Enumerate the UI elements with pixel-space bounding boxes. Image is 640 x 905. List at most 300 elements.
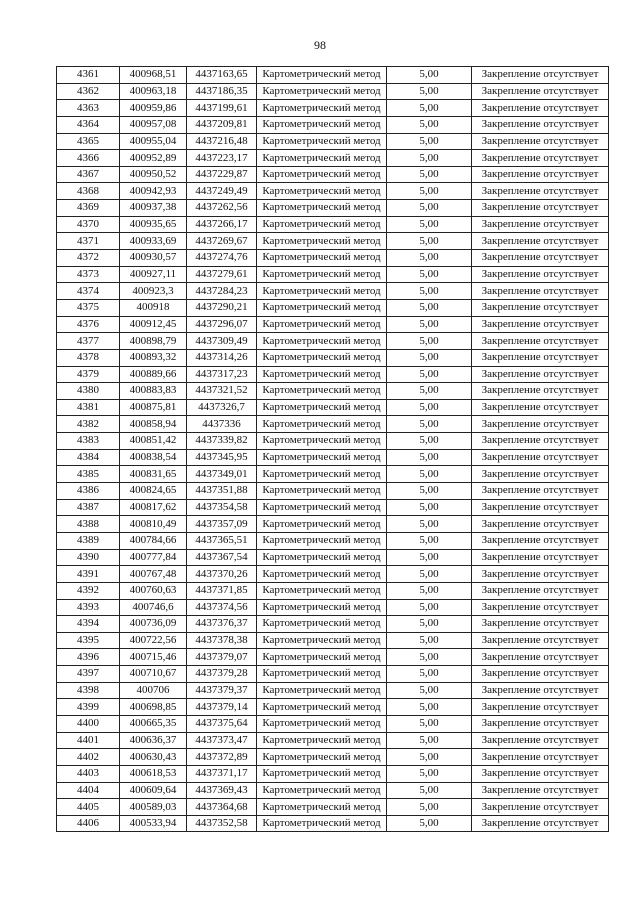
fixation-cell: Закрепление отсутствует — [472, 399, 609, 416]
accuracy-cell: 5,00 — [387, 549, 472, 566]
point-number-cell: 4399 — [57, 699, 120, 716]
point-number-cell: 4366 — [57, 150, 120, 167]
y-coordinate-cell: 4437339,82 — [187, 433, 257, 450]
fixation-cell: Закрепление отсутствует — [472, 216, 609, 233]
point-number-cell: 4363 — [57, 100, 120, 117]
x-coordinate-cell: 400950,52 — [120, 166, 187, 183]
fixation-cell: Закрепление отсутствует — [472, 799, 609, 816]
table-row — [57, 133, 609, 150]
accuracy-cell: 5,00 — [387, 666, 472, 683]
x-coordinate-cell: 400767,48 — [120, 566, 187, 583]
accuracy-cell: 5,00 — [387, 250, 472, 267]
table-row — [57, 399, 609, 416]
accuracy-cell: 5,00 — [387, 67, 472, 84]
y-coordinate-cell: 4437163,65 — [187, 67, 257, 84]
accuracy-cell: 5,00 — [387, 466, 472, 483]
x-coordinate-cell: 400889,66 — [120, 366, 187, 383]
point-number-cell: 4403 — [57, 765, 120, 782]
point-number-cell: 4401 — [57, 732, 120, 749]
x-coordinate-cell: 400933,69 — [120, 233, 187, 250]
accuracy-cell: 5,00 — [387, 216, 472, 233]
fixation-cell: Закрепление отсутствует — [472, 616, 609, 633]
method-cell: Картометрический метод — [257, 632, 387, 649]
x-coordinate-cell: 400838,54 — [120, 449, 187, 466]
x-coordinate-cell: 400851,42 — [120, 433, 187, 450]
x-coordinate-cell: 400831,65 — [120, 466, 187, 483]
accuracy-cell: 5,00 — [387, 383, 472, 400]
point-number-cell: 4375 — [57, 299, 120, 316]
method-cell: Картометрический метод — [257, 666, 387, 683]
x-coordinate-cell: 400817,62 — [120, 499, 187, 516]
accuracy-cell: 5,00 — [387, 632, 472, 649]
fixation-cell: Закрепление отсутствует — [472, 649, 609, 666]
accuracy-cell: 5,00 — [387, 765, 472, 782]
method-cell: Картометрический метод — [257, 416, 387, 433]
method-cell: Картометрический метод — [257, 682, 387, 699]
x-coordinate-cell: 400858,94 — [120, 416, 187, 433]
point-number-cell: 4374 — [57, 283, 120, 300]
table-row — [57, 299, 609, 316]
accuracy-cell: 5,00 — [387, 183, 472, 200]
x-coordinate-cell: 400618,53 — [120, 765, 187, 782]
x-coordinate-cell: 400968,51 — [120, 67, 187, 84]
y-coordinate-cell: 4437374,56 — [187, 599, 257, 616]
point-number-cell: 4396 — [57, 649, 120, 666]
fixation-cell: Закрепление отсутствует — [472, 200, 609, 217]
accuracy-cell: 5,00 — [387, 499, 472, 516]
point-number-cell: 4404 — [57, 782, 120, 799]
point-number-cell: 4373 — [57, 266, 120, 283]
point-number-cell: 4390 — [57, 549, 120, 566]
method-cell: Картометрический метод — [257, 782, 387, 799]
point-number-cell: 4393 — [57, 599, 120, 616]
x-coordinate-cell: 400710,67 — [120, 666, 187, 683]
table-row — [57, 649, 609, 666]
fixation-cell: Закрепление отсутствует — [472, 250, 609, 267]
fixation-cell: Закрепление отсутствует — [472, 782, 609, 799]
table-row — [57, 250, 609, 267]
method-cell: Картометрический метод — [257, 83, 387, 100]
fixation-cell: Закрепление отсутствует — [472, 100, 609, 117]
method-cell: Картометрический метод — [257, 616, 387, 633]
x-coordinate-cell: 400636,37 — [120, 732, 187, 749]
point-number-cell: 4384 — [57, 449, 120, 466]
point-number-cell: 4376 — [57, 316, 120, 333]
point-number-cell: 4364 — [57, 116, 120, 133]
fixation-cell: Закрепление отсутствует — [472, 333, 609, 350]
y-coordinate-cell: 4437351,88 — [187, 483, 257, 500]
x-coordinate-cell: 400952,89 — [120, 150, 187, 167]
x-coordinate-cell: 400746,6 — [120, 599, 187, 616]
y-coordinate-cell: 4437336 — [187, 416, 257, 433]
x-coordinate-cell: 400963,18 — [120, 83, 187, 100]
accuracy-cell: 5,00 — [387, 133, 472, 150]
table-row — [57, 749, 609, 766]
y-coordinate-cell: 4437326,7 — [187, 399, 257, 416]
method-cell: Картометрический метод — [257, 566, 387, 583]
fixation-cell: Закрепление отсутствует — [472, 632, 609, 649]
x-coordinate-cell: 400722,56 — [120, 632, 187, 649]
table-row — [57, 682, 609, 699]
table-row — [57, 433, 609, 450]
method-cell: Картометрический метод — [257, 183, 387, 200]
fixation-cell: Закрепление отсутствует — [472, 133, 609, 150]
accuracy-cell: 5,00 — [387, 516, 472, 533]
y-coordinate-cell: 4437266,17 — [187, 216, 257, 233]
accuracy-cell: 5,00 — [387, 732, 472, 749]
x-coordinate-cell: 400927,11 — [120, 266, 187, 283]
method-cell: Картометрический метод — [257, 699, 387, 716]
fixation-cell: Закрепление отсутствует — [472, 815, 609, 832]
accuracy-cell: 5,00 — [387, 815, 472, 832]
table-body — [57, 67, 609, 832]
accuracy-cell: 5,00 — [387, 649, 472, 666]
table-row — [57, 233, 609, 250]
y-coordinate-cell: 4437290,21 — [187, 299, 257, 316]
method-cell: Картометрический метод — [257, 250, 387, 267]
x-coordinate-cell: 400706 — [120, 682, 187, 699]
method-cell: Картометрический метод — [257, 549, 387, 566]
fixation-cell: Закрепление отсутствует — [472, 765, 609, 782]
accuracy-cell: 5,00 — [387, 150, 472, 167]
table-row — [57, 732, 609, 749]
fixation-cell: Закрепление отсутствует — [472, 416, 609, 433]
method-cell: Картометрический метод — [257, 749, 387, 766]
y-coordinate-cell: 4437379,07 — [187, 649, 257, 666]
x-coordinate-cell: 400930,57 — [120, 250, 187, 267]
table-row — [57, 183, 609, 200]
x-coordinate-cell: 400923,3 — [120, 283, 187, 300]
point-number-cell: 4367 — [57, 166, 120, 183]
method-cell: Картометрический метод — [257, 649, 387, 666]
table-row — [57, 449, 609, 466]
point-number-cell: 4386 — [57, 483, 120, 500]
y-coordinate-cell: 4437369,43 — [187, 782, 257, 799]
y-coordinate-cell: 4437357,09 — [187, 516, 257, 533]
fixation-cell: Закрепление отсутствует — [472, 150, 609, 167]
point-number-cell: 4370 — [57, 216, 120, 233]
page-number: 98 — [314, 38, 326, 52]
y-coordinate-cell: 4437279,61 — [187, 266, 257, 283]
accuracy-cell: 5,00 — [387, 582, 472, 599]
accuracy-cell: 5,00 — [387, 449, 472, 466]
method-cell: Картометрический метод — [257, 349, 387, 366]
accuracy-cell: 5,00 — [387, 782, 472, 799]
method-cell: Картометрический метод — [257, 383, 387, 400]
accuracy-cell: 5,00 — [387, 233, 472, 250]
fixation-cell: Закрепление отсутствует — [472, 67, 609, 84]
fixation-cell: Закрепление отсутствует — [472, 499, 609, 516]
table-row — [57, 499, 609, 516]
method-cell: Картометрический метод — [257, 815, 387, 832]
point-number-cell: 4377 — [57, 333, 120, 350]
method-cell: Картометрический метод — [257, 266, 387, 283]
point-number-cell: 4362 — [57, 83, 120, 100]
accuracy-cell: 5,00 — [387, 399, 472, 416]
y-coordinate-cell: 4437364,68 — [187, 799, 257, 816]
x-coordinate-cell: 400898,79 — [120, 333, 187, 350]
point-number-cell: 4372 — [57, 250, 120, 267]
fixation-cell: Закрепление отсутствует — [472, 699, 609, 716]
accuracy-cell: 5,00 — [387, 200, 472, 217]
y-coordinate-cell: 4437321,52 — [187, 383, 257, 400]
accuracy-cell: 5,00 — [387, 333, 472, 350]
x-coordinate-cell: 400810,49 — [120, 516, 187, 533]
table-row — [57, 200, 609, 217]
accuracy-cell: 5,00 — [387, 316, 472, 333]
fixation-cell: Закрепление отсутствует — [472, 466, 609, 483]
point-number-cell: 4381 — [57, 399, 120, 416]
y-coordinate-cell: 4437365,51 — [187, 532, 257, 549]
method-cell: Картометрический метод — [257, 532, 387, 549]
fixation-cell: Закрепление отсутствует — [472, 666, 609, 683]
table-row — [57, 216, 609, 233]
accuracy-cell: 5,00 — [387, 616, 472, 633]
point-number-cell: 4389 — [57, 532, 120, 549]
fixation-cell: Закрепление отсутствует — [472, 266, 609, 283]
x-coordinate-cell: 400784,66 — [120, 532, 187, 549]
method-cell: Картометрический метод — [257, 516, 387, 533]
x-coordinate-cell: 400935,65 — [120, 216, 187, 233]
table-row — [57, 582, 609, 599]
method-cell: Картометрический метод — [257, 283, 387, 300]
method-cell: Картометрический метод — [257, 765, 387, 782]
y-coordinate-cell: 4437370,26 — [187, 566, 257, 583]
point-number-cell: 4395 — [57, 632, 120, 649]
table-row — [57, 616, 609, 633]
accuracy-cell: 5,00 — [387, 83, 472, 100]
fixation-cell: Закрепление отсутствует — [472, 449, 609, 466]
fixation-cell: Закрепление отсутствует — [472, 183, 609, 200]
method-cell: Картометрический метод — [257, 732, 387, 749]
table-row — [57, 715, 609, 732]
fixation-cell: Закрепление отсутствует — [472, 366, 609, 383]
point-number-cell: 4378 — [57, 349, 120, 366]
method-cell: Картометрический метод — [257, 366, 387, 383]
table-row — [57, 483, 609, 500]
method-cell: Картометрический метод — [257, 715, 387, 732]
table-row — [57, 549, 609, 566]
y-coordinate-cell: 4437379,14 — [187, 699, 257, 716]
table-row — [57, 383, 609, 400]
table-row — [57, 266, 609, 283]
x-coordinate-cell: 400957,08 — [120, 116, 187, 133]
point-number-cell: 4398 — [57, 682, 120, 699]
table-row — [57, 782, 609, 799]
y-coordinate-cell: 4437371,17 — [187, 765, 257, 782]
point-number-cell: 4382 — [57, 416, 120, 433]
method-cell: Картометрический метод — [257, 599, 387, 616]
method-cell: Картометрический метод — [257, 67, 387, 84]
y-coordinate-cell: 4437345,95 — [187, 449, 257, 466]
y-coordinate-cell: 4437375,64 — [187, 715, 257, 732]
point-number-cell: 4388 — [57, 516, 120, 533]
fixation-cell: Закрепление отсутствует — [472, 283, 609, 300]
table-row — [57, 67, 609, 84]
point-number-cell: 4371 — [57, 233, 120, 250]
x-coordinate-cell: 400533,94 — [120, 815, 187, 832]
point-number-cell: 4379 — [57, 366, 120, 383]
y-coordinate-cell: 4437209,81 — [187, 116, 257, 133]
y-coordinate-cell: 4437274,76 — [187, 250, 257, 267]
fixation-cell: Закрепление отсутствует — [472, 749, 609, 766]
y-coordinate-cell: 4437314,26 — [187, 349, 257, 366]
point-number-cell: 4387 — [57, 499, 120, 516]
x-coordinate-cell: 400959,86 — [120, 100, 187, 117]
method-cell: Картометрический метод — [257, 216, 387, 233]
table-row — [57, 516, 609, 533]
accuracy-cell: 5,00 — [387, 166, 472, 183]
fixation-cell: Закрепление отсутствует — [472, 349, 609, 366]
point-number-cell: 4385 — [57, 466, 120, 483]
table-row — [57, 699, 609, 716]
table-row — [57, 666, 609, 683]
fixation-cell: Закрепление отсутствует — [472, 83, 609, 100]
y-coordinate-cell: 4437309,49 — [187, 333, 257, 350]
x-coordinate-cell: 400875,81 — [120, 399, 187, 416]
point-number-cell: 4394 — [57, 616, 120, 633]
point-number-cell: 4383 — [57, 433, 120, 450]
point-number-cell: 4361 — [57, 67, 120, 84]
y-coordinate-cell: 4437223,17 — [187, 150, 257, 167]
method-cell: Картометрический метод — [257, 433, 387, 450]
coordinates-table — [56, 66, 609, 832]
x-coordinate-cell: 400589,03 — [120, 799, 187, 816]
point-number-cell: 4368 — [57, 183, 120, 200]
method-cell: Картометрический метод — [257, 333, 387, 350]
fixation-cell: Закрепление отсутствует — [472, 233, 609, 250]
table-row — [57, 166, 609, 183]
method-cell: Картометрический метод — [257, 166, 387, 183]
accuracy-cell: 5,00 — [387, 299, 472, 316]
table-row — [57, 283, 609, 300]
x-coordinate-cell: 400912,45 — [120, 316, 187, 333]
accuracy-cell: 5,00 — [387, 116, 472, 133]
method-cell: Картометрический метод — [257, 200, 387, 217]
accuracy-cell: 5,00 — [387, 699, 472, 716]
y-coordinate-cell: 4437216,48 — [187, 133, 257, 150]
accuracy-cell: 5,00 — [387, 799, 472, 816]
fixation-cell: Закрепление отсутствует — [472, 532, 609, 549]
x-coordinate-cell: 400893,32 — [120, 349, 187, 366]
table-row — [57, 765, 609, 782]
fixation-cell: Закрепление отсутствует — [472, 582, 609, 599]
method-cell: Картометрический метод — [257, 466, 387, 483]
y-coordinate-cell: 4437378,38 — [187, 632, 257, 649]
x-coordinate-cell: 400736,09 — [120, 616, 187, 633]
method-cell: Картометрический метод — [257, 100, 387, 117]
table-row — [57, 116, 609, 133]
fixation-cell: Закрепление отсутствует — [472, 599, 609, 616]
point-number-cell: 4391 — [57, 566, 120, 583]
x-coordinate-cell: 400698,85 — [120, 699, 187, 716]
accuracy-cell: 5,00 — [387, 749, 472, 766]
x-coordinate-cell: 400883,83 — [120, 383, 187, 400]
point-number-cell: 4400 — [57, 715, 120, 732]
method-cell: Картометрический метод — [257, 483, 387, 500]
x-coordinate-cell: 400609,64 — [120, 782, 187, 799]
method-cell: Картометрический метод — [257, 399, 387, 416]
accuracy-cell: 5,00 — [387, 433, 472, 450]
point-number-cell: 4405 — [57, 799, 120, 816]
y-coordinate-cell: 4437317,23 — [187, 366, 257, 383]
y-coordinate-cell: 4437284,23 — [187, 283, 257, 300]
y-coordinate-cell: 4437371,85 — [187, 582, 257, 599]
fixation-cell: Закрепление отсутствует — [472, 715, 609, 732]
y-coordinate-cell: 4437249,49 — [187, 183, 257, 200]
fixation-cell: Закрепление отсутствует — [472, 116, 609, 133]
y-coordinate-cell: 4437349,01 — [187, 466, 257, 483]
method-cell: Картометрический метод — [257, 799, 387, 816]
y-coordinate-cell: 4437296,07 — [187, 316, 257, 333]
method-cell: Картометрический метод — [257, 150, 387, 167]
y-coordinate-cell: 4437354,58 — [187, 499, 257, 516]
method-cell: Картометрический метод — [257, 233, 387, 250]
x-coordinate-cell: 400942,93 — [120, 183, 187, 200]
method-cell: Картометрический метод — [257, 133, 387, 150]
y-coordinate-cell: 4437352,58 — [187, 815, 257, 832]
table-row — [57, 333, 609, 350]
y-coordinate-cell: 4437269,67 — [187, 233, 257, 250]
accuracy-cell: 5,00 — [387, 416, 472, 433]
method-cell: Картометрический метод — [257, 449, 387, 466]
accuracy-cell: 5,00 — [387, 483, 472, 500]
accuracy-cell: 5,00 — [387, 599, 472, 616]
y-coordinate-cell: 4437199,61 — [187, 100, 257, 117]
accuracy-cell: 5,00 — [387, 532, 472, 549]
table-row — [57, 416, 609, 433]
method-cell: Картометрический метод — [257, 499, 387, 516]
fixation-cell: Закрепление отсутствует — [472, 299, 609, 316]
accuracy-cell: 5,00 — [387, 283, 472, 300]
y-coordinate-cell: 4437262,56 — [187, 200, 257, 217]
table-row — [57, 349, 609, 366]
accuracy-cell: 5,00 — [387, 566, 472, 583]
table-row — [57, 100, 609, 117]
accuracy-cell: 5,00 — [387, 682, 472, 699]
y-coordinate-cell: 4437379,37 — [187, 682, 257, 699]
point-number-cell: 4406 — [57, 815, 120, 832]
y-coordinate-cell: 4437229,87 — [187, 166, 257, 183]
x-coordinate-cell: 400630,43 — [120, 749, 187, 766]
y-coordinate-cell: 4437376,37 — [187, 616, 257, 633]
y-coordinate-cell: 4437373,47 — [187, 732, 257, 749]
table-row — [57, 566, 609, 583]
table-row — [57, 150, 609, 167]
table-row — [57, 632, 609, 649]
fixation-cell: Закрепление отсутствует — [472, 682, 609, 699]
x-coordinate-cell: 400955,04 — [120, 133, 187, 150]
accuracy-cell: 5,00 — [387, 366, 472, 383]
method-cell: Картометрический метод — [257, 116, 387, 133]
fixation-cell: Закрепление отсутствует — [472, 383, 609, 400]
y-coordinate-cell: 4437372,89 — [187, 749, 257, 766]
accuracy-cell: 5,00 — [387, 266, 472, 283]
x-coordinate-cell: 400665,35 — [120, 715, 187, 732]
x-coordinate-cell: 400715,46 — [120, 649, 187, 666]
fixation-cell: Закрепление отсутствует — [472, 549, 609, 566]
table-row — [57, 815, 609, 832]
point-number-cell: 4365 — [57, 133, 120, 150]
x-coordinate-cell: 400937,38 — [120, 200, 187, 217]
accuracy-cell: 5,00 — [387, 100, 472, 117]
fixation-cell: Закрепление отсутствует — [472, 516, 609, 533]
table-row — [57, 532, 609, 549]
point-number-cell: 4369 — [57, 200, 120, 217]
fixation-cell: Закрепление отсутствует — [472, 566, 609, 583]
point-number-cell: 4392 — [57, 582, 120, 599]
fixation-cell: Закрепление отсутствует — [472, 166, 609, 183]
